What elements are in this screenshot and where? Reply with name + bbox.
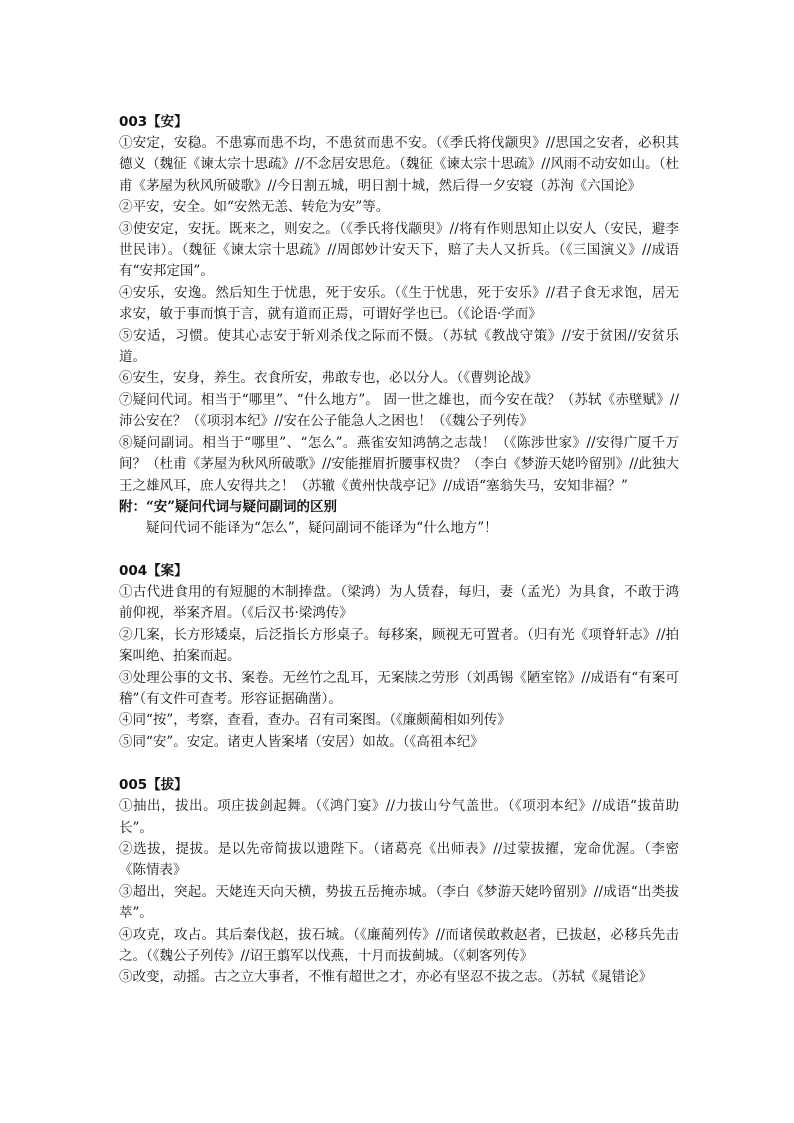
sense-item: ④安乐，安逸。然后知生于忧患，死于安乐。（《生于忧患，死于安乐》//君子食无求饱，居无求安，敏于事而慎于言，就有道而正焉，可谓好学也已。（《论语·学而》 <box>119 284 679 323</box>
sense-item: ④攻克，攻占。其后秦伐赵，拔石城。（《廉蔺列传》//而诸侯敢救赵者，已拔赵，必移兵先击之。（《魏公子列传》//诏王翦军以伐燕，十月而拔蓟城。（《刺客列传》 <box>119 926 679 964</box>
sense-item: ①安定，安稳。不患寡而患不均，不患贫而患不安。（《季氏将伐颛臾》//思国之安者，必积其德义（魏征《谏太宗十思疏》//不念居安思危。（魏征《谏太宗十思疏》//风雨不动安如山。（杜甫《茅屋为秋风所破歌》//今日割五城，明日割十城，然后得一夕安寝（苏洵《六国论》 <box>119 135 679 194</box>
sense-item: ③超出，突起。天姥连天向天横，势拔五岳掩赤城。（李白《梦游天姥吟留别》//成语“出类拔萃”。 <box>119 883 679 922</box>
entry-005 <box>119 775 679 989</box>
sense-item: ⑤安适，习惯。使其心志安于斩刈杀伐之际而不慑。（苏轼《教战守策》//安于贫困//安贫乐道。 <box>119 327 679 366</box>
entry-title: 004【案】 <box>119 562 188 579</box>
sense-item: ②选拔，提拔。是以先帝简拔以遗陛下。（诸葛亮《出师表》//过蒙拔擢，宠命优渥。（李密《陈情表》 <box>119 840 679 879</box>
sense-item: ③处理公事的文书、案卷。无丝竹之乱耳，无案牍之劳形（刘禹锡《陋室铭》//成语有“有案可稽”（有文件可查考。形容证据确凿）。 <box>119 669 679 707</box>
sense-item: ②平安，安全。如“安然无恙、转危为安”等。 <box>119 199 390 216</box>
note-body: 疑问代词不能译为“怎么”，疑问副词不能译为“什么地方”！ <box>146 519 498 536</box>
entry-title: 005【拔】 <box>119 777 188 794</box>
sense-item: ⑤改变，动摇。古之立大事者，不惟有超世之才，亦必有坚忍不拔之志。（苏轼《晁错论》 <box>119 969 653 986</box>
entry-004 <box>119 561 679 753</box>
sense-item: ①抽出，拔出。项庄拔剑起舞。（《鸿门宴》//力拔山兮气盖世。（《项羽本纪》//成语“拔苗助长”。 <box>119 798 679 836</box>
sense-item: ⑧疑问副词。相当于“哪里”、“怎么”。燕雀安知鸿鹄之志哉！（《陈涉世家》//安得广厦千万间？（杜甫《茅屋为秋风所破歌》//安能摧眉折腰事权贵？（李白《梦游天姥吟留别》//此独大王之雄风耳，庶人安得共之！（苏辙《黄州快哉亭记》//成语“塞翁失马，安知非福？” <box>119 434 679 494</box>
sense-item: ②几案，长方形矮桌，后泛指长方形桌子。每移案，顾视无可置者。（归有光《项脊轩志》//拍案叫绝、拍案而起。 <box>119 626 679 665</box>
note-heading: 附：“安”疑问代词与疑问副词的区别 <box>119 498 338 515</box>
sense-item: ⑤同“安”。安定。诸吏人皆案堵（安居）如故。（《高祖本纪》 <box>119 733 484 750</box>
sense-item: ⑥安生，安身，养生。衣食所安，弗敢专也，必以分人。（《曹刿论战》 <box>119 370 538 387</box>
entry-title: 003【安】 <box>119 114 188 130</box>
entry-003 <box>119 112 679 539</box>
sense-item: ①古代进食用的有短腿的木制捧盘。（梁鸿）为人赁舂，每归，妻（孟光）为具食，不敢于鸿前仰视，举案齐眉。（《后汉书·梁鸿传》 <box>119 583 679 622</box>
sense-item: ③使安定，安抚。既来之，则安之。（《季氏将伐颛臾》//将有作则思知止以安人（安民，避李世民讳）。（魏征《谏太宗十思疏》//周郎妙计安天下，赔了夫人又折兵。（《三国演义》//成语有“安邦定国”。 <box>119 220 679 280</box>
document-page <box>119 112 679 989</box>
sense-item: ④同“按”，考察，查看，查办。召有司案图。（《廉颇蔺相如列传》 <box>119 712 511 729</box>
entry-spacer <box>119 753 679 775</box>
entry-spacer <box>119 539 679 561</box>
sense-item: ⑦疑问代词。相当于“哪里”、“什么地方”。 固一世之雄也，而今安在哉？（苏轼《赤壁赋》//沛公安在？（《项羽本纪》//安在公子能急人之困也！（《魏公子列传》 <box>119 391 679 430</box>
